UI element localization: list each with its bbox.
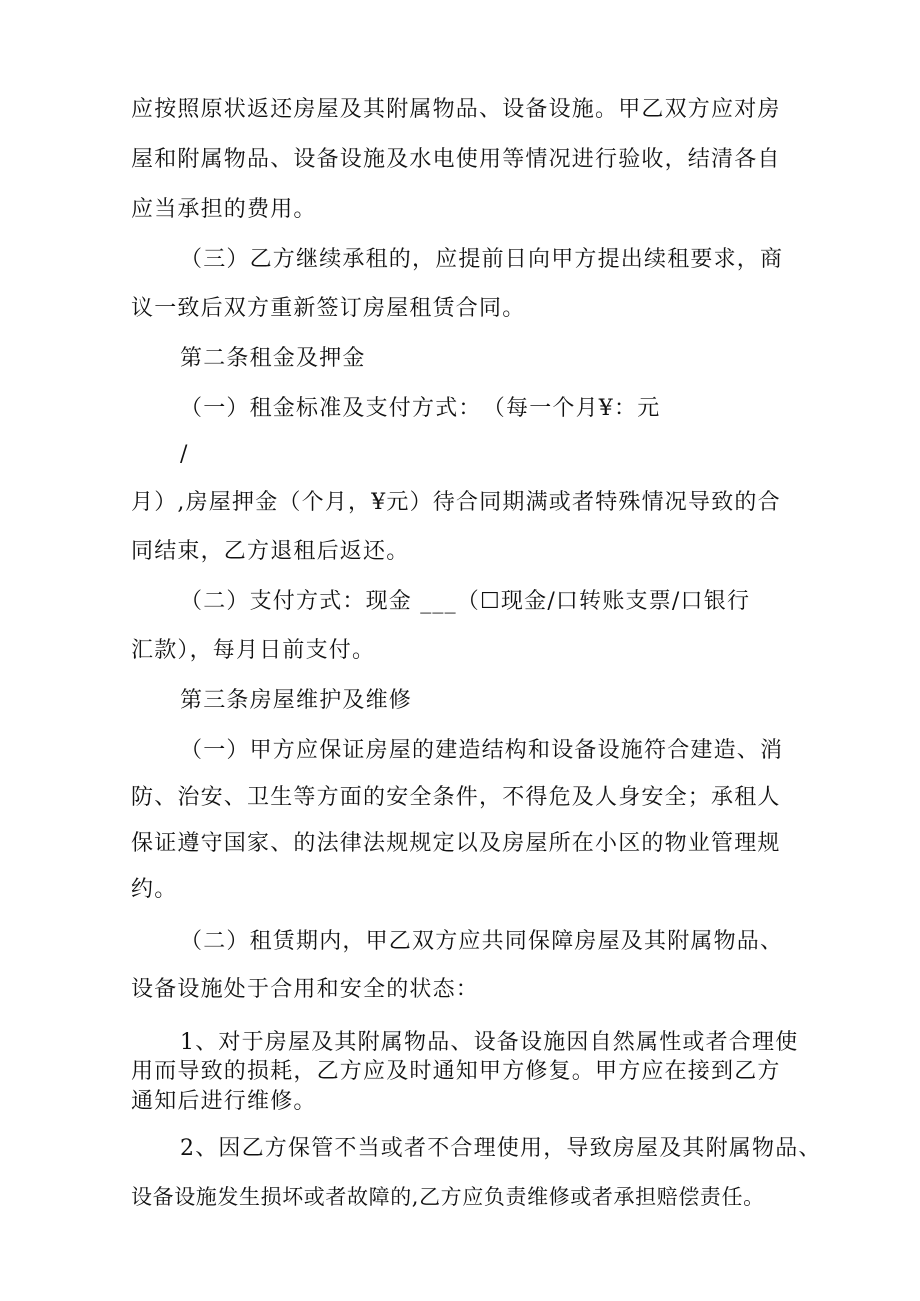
- text-line: （二）租赁期内，甲乙双方应共同保障房屋及其附属物品、: [180, 929, 784, 954]
- text-line: 设备设施处于合用和安全的状态：: [131, 977, 480, 1002]
- text-line: 同结束，乙方退租后返还。: [131, 539, 410, 564]
- text-line: 应按照原状返还房屋及其附属物品、设备设施。甲乙双方应对房: [131, 97, 781, 122]
- text-line: 保证遵守国家、的法律法规规定以及房屋所在小区的物业管理规: [131, 831, 781, 856]
- section-heading: 第三条房屋维护及维修: [180, 688, 413, 713]
- text-line: 约。: [131, 877, 178, 902]
- text-line: 1、对于房屋及其附属物品、设备设施因自然属性或者合理使: [180, 1030, 799, 1055]
- text-line: 应当承担的费用。: [131, 197, 317, 222]
- text-line: （二）支付方式：现金 ___（☐现金/口转账支票/口银行: [180, 589, 751, 614]
- text-line: 2、因乙方保管不当或者不合理使用，导致房屋及其附属物品、: [180, 1136, 822, 1161]
- text-line: 通知后进行维修。: [131, 1089, 317, 1114]
- text-line: 防、治安、卫生等方面的安全条件，不得危及人身安全；承租人: [131, 785, 781, 810]
- text-line: 用而导致的损耗，乙方应及时通知甲方修复。甲方应在接到乙方: [131, 1059, 781, 1084]
- text-line: /: [180, 442, 189, 467]
- text-line: 议一致后双方重新签订房屋租赁合同。: [131, 296, 526, 321]
- section-heading: 第二条租金及押金: [180, 346, 366, 371]
- text-line: 汇款），每月日前支付。: [131, 638, 376, 663]
- text-line: 月）,房屋押金（个月，¥元）待合同期满或者特殊情况导致的合: [131, 490, 781, 515]
- text-line: 设备设施发生损坏或者故障的,乙方应负责维修或者承担赔偿责任。: [131, 1185, 765, 1209]
- text-line: 屋和附属物品、设备设施及水电使用等情况进行验收，结清各自: [131, 147, 781, 172]
- text-line: （一）甲方应保证房屋的建造结构和设备设施符合建造、消: [180, 738, 784, 763]
- text-line: （三）乙方继续承租的，应提前日向甲方提出续租要求，商: [180, 247, 784, 272]
- text-line: （一）租金标准及支付方式： （每一个月¥：元: [180, 396, 661, 421]
